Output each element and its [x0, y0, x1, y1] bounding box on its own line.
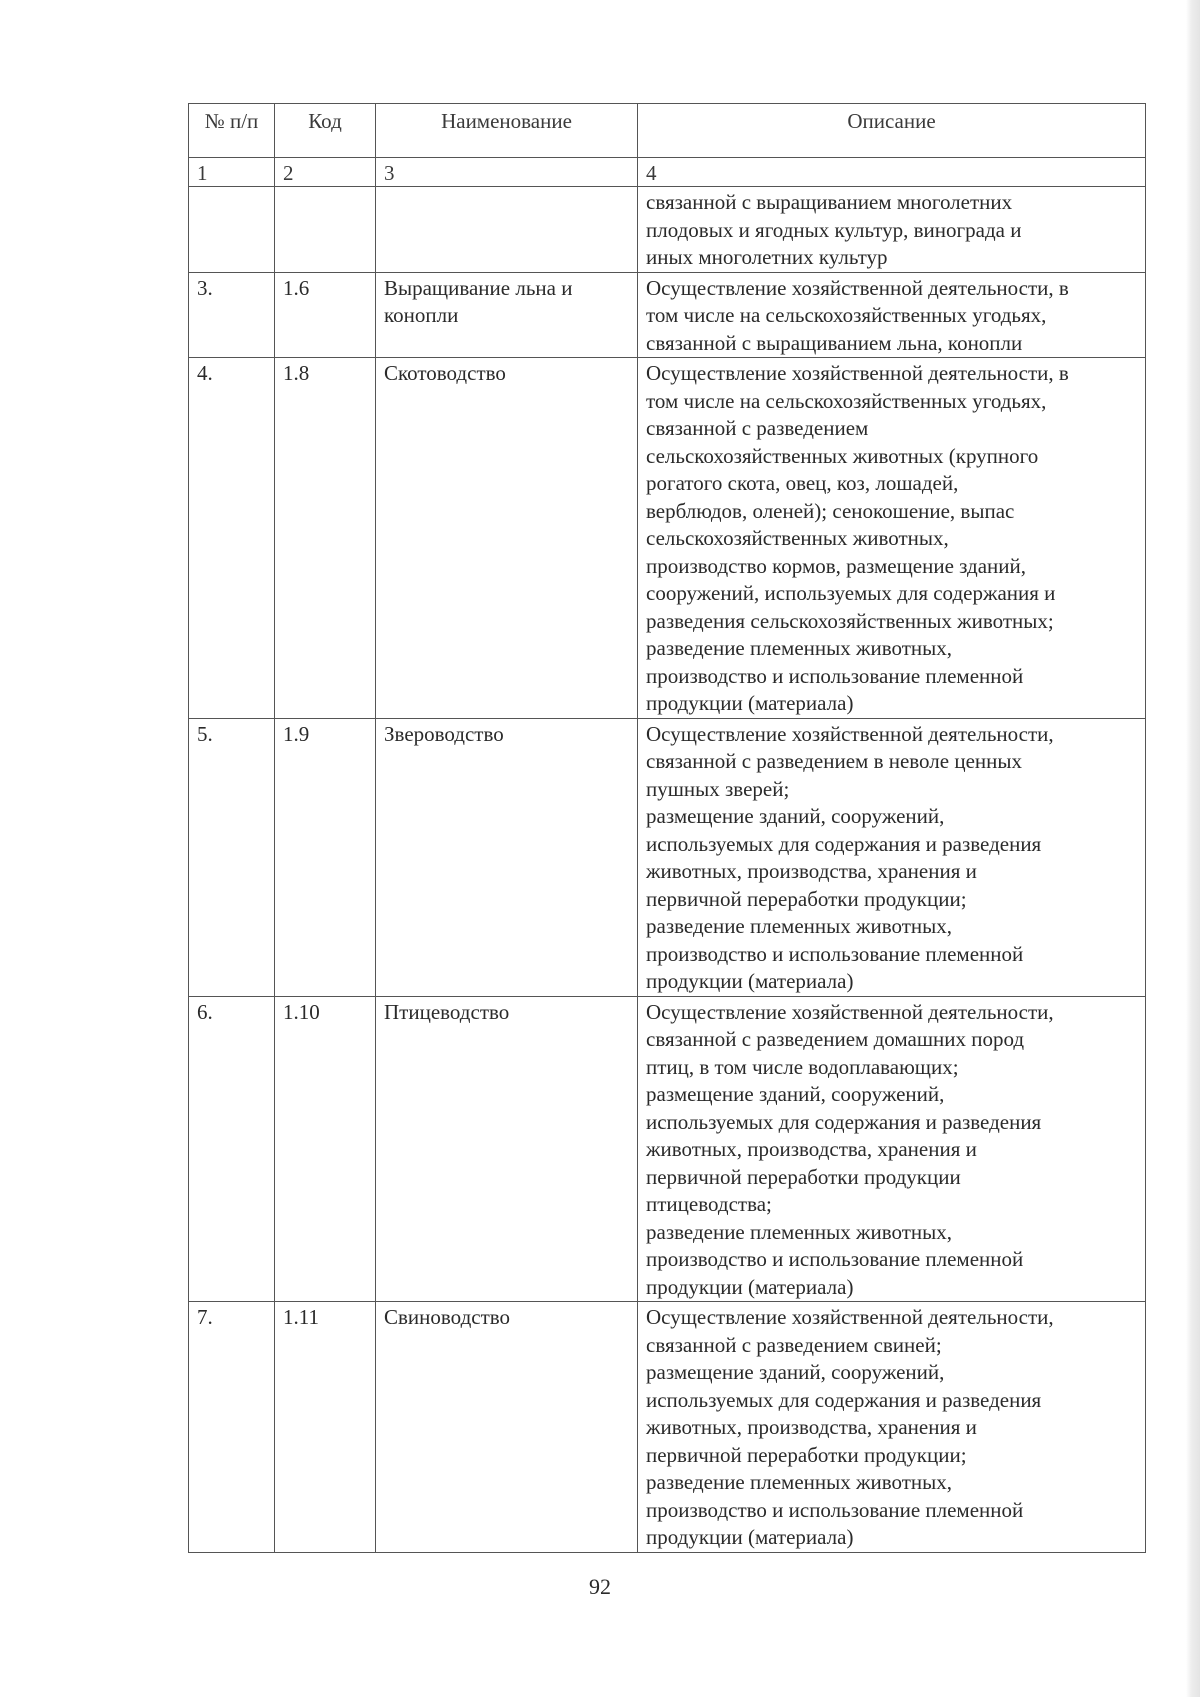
- header-code: Код: [275, 104, 376, 158]
- scan-edge-shadow: [1186, 0, 1200, 1697]
- row-number-cell: 7.: [189, 1302, 275, 1553]
- row-code-cell: 1.8: [275, 358, 376, 719]
- description-line: продукции (материала): [646, 1274, 854, 1299]
- row-code-cell: [275, 187, 376, 273]
- description-line: животных, производства, хранения и: [646, 1137, 977, 1161]
- description-line: рогатого скота, овец, коз, лошадей,: [646, 471, 959, 495]
- description-line: используемых для содержания и разведения: [646, 1109, 1042, 1134]
- description-line: птицеводства;: [646, 1192, 772, 1216]
- header-name: Наименование: [376, 104, 638, 158]
- row-number-cell: [189, 187, 275, 273]
- description-line: пушных зверей;: [646, 776, 790, 801]
- row-description-cell: [638, 1302, 1146, 1553]
- row-code-cell: 1.9: [275, 718, 376, 996]
- description-line: Осуществление хозяйственной деятельности,: [646, 999, 1054, 1024]
- row-number-cell: 3.: [189, 272, 275, 358]
- description-line: Осуществление хозяйственной деятельности, в: [646, 275, 1069, 300]
- land-use-table: [188, 103, 1146, 1553]
- row-description-cell: [638, 996, 1146, 1302]
- row-name-cell: [376, 187, 638, 273]
- description-line: размещение зданий, сооружений,: [646, 1360, 945, 1384]
- table-row: [189, 187, 1146, 273]
- page-number: 92: [589, 1574, 611, 1599]
- description-line: размещение зданий, сооружений,: [646, 804, 945, 828]
- row-name-cell: Свиноводство: [376, 1302, 638, 1553]
- table-row: [189, 358, 1146, 719]
- description-line: производство и использование племенной: [646, 663, 1024, 688]
- description-line: первичной переработки продукции;: [646, 886, 967, 911]
- description-line: связанной с разведением домашних пород: [646, 1027, 1025, 1051]
- column-number: 4: [638, 158, 1146, 187]
- row-description-cell: [638, 187, 1146, 273]
- row-description-cell: [638, 358, 1146, 719]
- description-line: связанной с разведением: [646, 416, 869, 440]
- description-line: производство и использование племенной: [646, 1497, 1024, 1522]
- description-line: первичной переработки продукции;: [646, 1442, 967, 1467]
- row-name-cell: Выращивание льна и конопли: [376, 272, 638, 358]
- description-line: сельскохозяйственных животных,: [646, 526, 949, 550]
- description-line: размещение зданий, сооружений,: [646, 1082, 945, 1106]
- description-line: Осуществление хозяйственной деятельности,: [646, 1305, 1054, 1329]
- description-line: сооружений, используемых для содержания и: [646, 581, 1056, 605]
- description-line: том числе на сельскохозяйственных угодьях,: [646, 303, 1047, 327]
- row-number-cell: 6.: [189, 996, 275, 1302]
- description-line: Осуществление хозяйственной деятельности, в: [646, 361, 1069, 385]
- row-code-cell: 1.6: [275, 272, 376, 358]
- description-line: разведение племенных животных,: [646, 636, 953, 660]
- description-line: плодовых и ягодных культур, винограда и: [646, 217, 1022, 242]
- description-line: разведения сельскохозяйственных животных;: [646, 608, 1054, 633]
- column-number: 3: [376, 158, 638, 187]
- description-line: используемых для содержания и разведения: [646, 831, 1042, 856]
- column-number: 1: [189, 158, 275, 187]
- description-line: разведение племенных животных,: [646, 1470, 953, 1494]
- row-name-cell: Звероводство: [376, 718, 638, 996]
- table-row: [189, 996, 1146, 1302]
- description-line: Осуществление хозяйственной деятельности,: [646, 721, 1054, 746]
- description-line: связанной с выращиванием многолетних: [646, 190, 1013, 214]
- description-line: разведение племенных животных,: [646, 1219, 953, 1244]
- description-line: сельскохозяйственных животных (крупного: [646, 443, 1039, 468]
- table-header-row: [189, 104, 1146, 158]
- description-line: производство и использование племенной: [646, 941, 1024, 966]
- row-description-cell: [638, 272, 1146, 358]
- table-row: [189, 1302, 1146, 1553]
- header-desc: Описание: [638, 104, 1146, 158]
- description-line: верблюдов, оленей); сенокошение, выпас: [646, 498, 1015, 523]
- table-row: [189, 718, 1146, 996]
- row-description-cell: [638, 718, 1146, 996]
- description-line: продукции (материала): [646, 1525, 854, 1549]
- description-line: том числе на сельскохозяйственных угодьях,: [646, 388, 1047, 413]
- description-line: разведение племенных животных,: [646, 914, 953, 938]
- description-line: связанной с разведением в неволе ценных: [646, 749, 1022, 773]
- description-line: связанной с выращиванием льна, конопли: [646, 330, 1023, 355]
- table-row: [189, 272, 1146, 358]
- description-line: используемых для содержания и разведения: [646, 1387, 1042, 1412]
- row-code-cell: 1.11: [275, 1302, 376, 1553]
- row-code-cell: 1.10: [275, 996, 376, 1302]
- table-body: [189, 187, 1146, 1553]
- description-line: иных многолетних культур: [646, 245, 888, 269]
- description-line: продукции (материала): [646, 691, 854, 715]
- row-name-cell: Скотоводство: [376, 358, 638, 719]
- description-line: птиц, в том числе водоплавающих;: [646, 1054, 959, 1079]
- row-number-cell: 4.: [189, 358, 275, 719]
- row-number-cell: 5.: [189, 718, 275, 996]
- column-number: 2: [275, 158, 376, 187]
- description-line: животных, производства, хранения и: [646, 1415, 977, 1439]
- header-num: № п/п: [189, 104, 275, 158]
- description-line: производство кормов, размещение зданий,: [646, 553, 1027, 578]
- description-line: животных, производства, хранения и: [646, 859, 977, 883]
- column-number-row: [189, 158, 1146, 187]
- description-line: первичной переработки продукции: [646, 1164, 961, 1189]
- description-line: продукции (материала): [646, 969, 854, 993]
- description-line: связанной с разведением свиней;: [646, 1332, 942, 1357]
- row-name-cell: Птицеводство: [376, 996, 638, 1302]
- description-line: производство и использование племенной: [646, 1247, 1024, 1271]
